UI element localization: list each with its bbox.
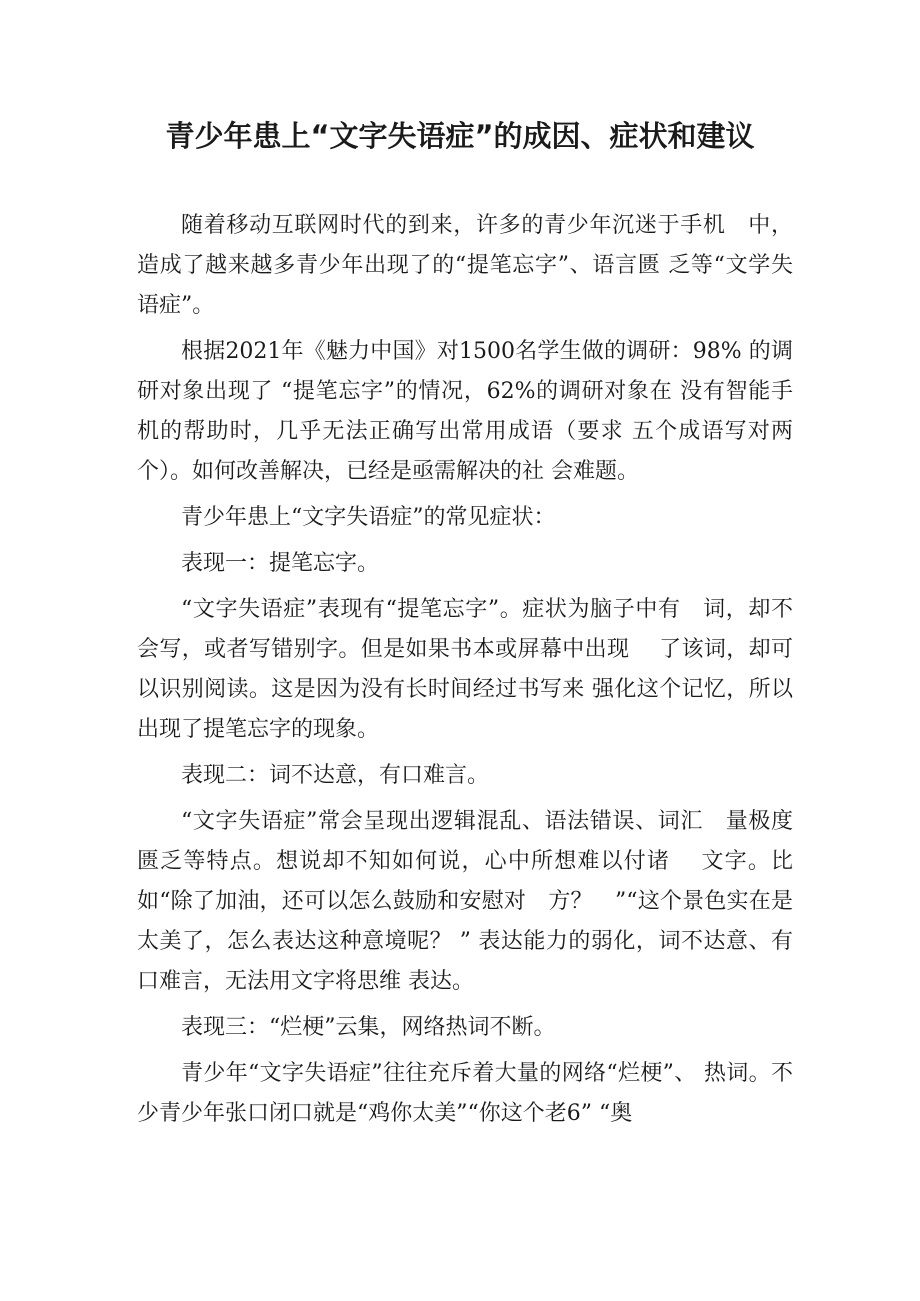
document-body	[137, 206, 793, 1140]
paragraph-symptom-three-heading: 表现三：“烂梗”云集，网络热词不断。	[181, 1015, 556, 1040]
document-title: 青少年患上“文字失语症”的成因、症状和建议	[165, 119, 755, 153]
paragraph-symptom-one-heading: 表现一：提笔忘字。	[181, 551, 380, 576]
paragraph-symptom-two: “文字失语症”常会呈现出逻辑混乱、语法错误、词汇 量极度匮乏等特点。想说却不知如何说，心中所想难以付诸 文字。比如“除了加油，还可以怎么鼓励和安慰对 方？ ”“这个景色实在是太美了，怎么表达这种意境呢？ ” 表达能力的弱化，词不达意、有口难言，无法用文字将思维 表达。	[137, 809, 793, 994]
paragraph-symptom-one: “文字失语症”表现有“提笔忘字”。症状为脑子中有 词，却不会写，或者写错别字。但是如果书本或屏幕中出现 了该词，却可以识别阅读。这是因为没有长时间经过书写来 强化这个记忆，所以出现了提笔忘字的现象。	[137, 597, 793, 742]
paragraph-symptom-three: 青少年“文字失语症”往往充斥着大量的网络“烂梗”、 热词。不少青少年张口闭口就是“鸡你太美”“你这个老6” “奥	[137, 1061, 793, 1126]
paragraph-symptom-two-heading: 表现二：词不达意，有口难言。	[181, 763, 490, 788]
paragraph-intro: 随着移动互联网时代的到来，许多的青少年沉迷于手机 中，造成了越来越多青少年出现了的“提笔忘字”、语言匮 乏等“文学失语症”。	[137, 213, 793, 318]
paragraph-symptoms-heading: 青少年患上“文字失语症”的常见症状：	[181, 505, 556, 530]
paragraph-survey: 根据2021年《魅力中国》对1500名学生做的调研：98% 的调研对象出现了 “提笔忘字”的情况，62%的调研对象在 没有智能手机的帮助时，几乎无法正确写出常用成语（要求 五个成语写对两个）。如何改善解决，已经是亟需解决的社 会难题。	[137, 339, 793, 484]
